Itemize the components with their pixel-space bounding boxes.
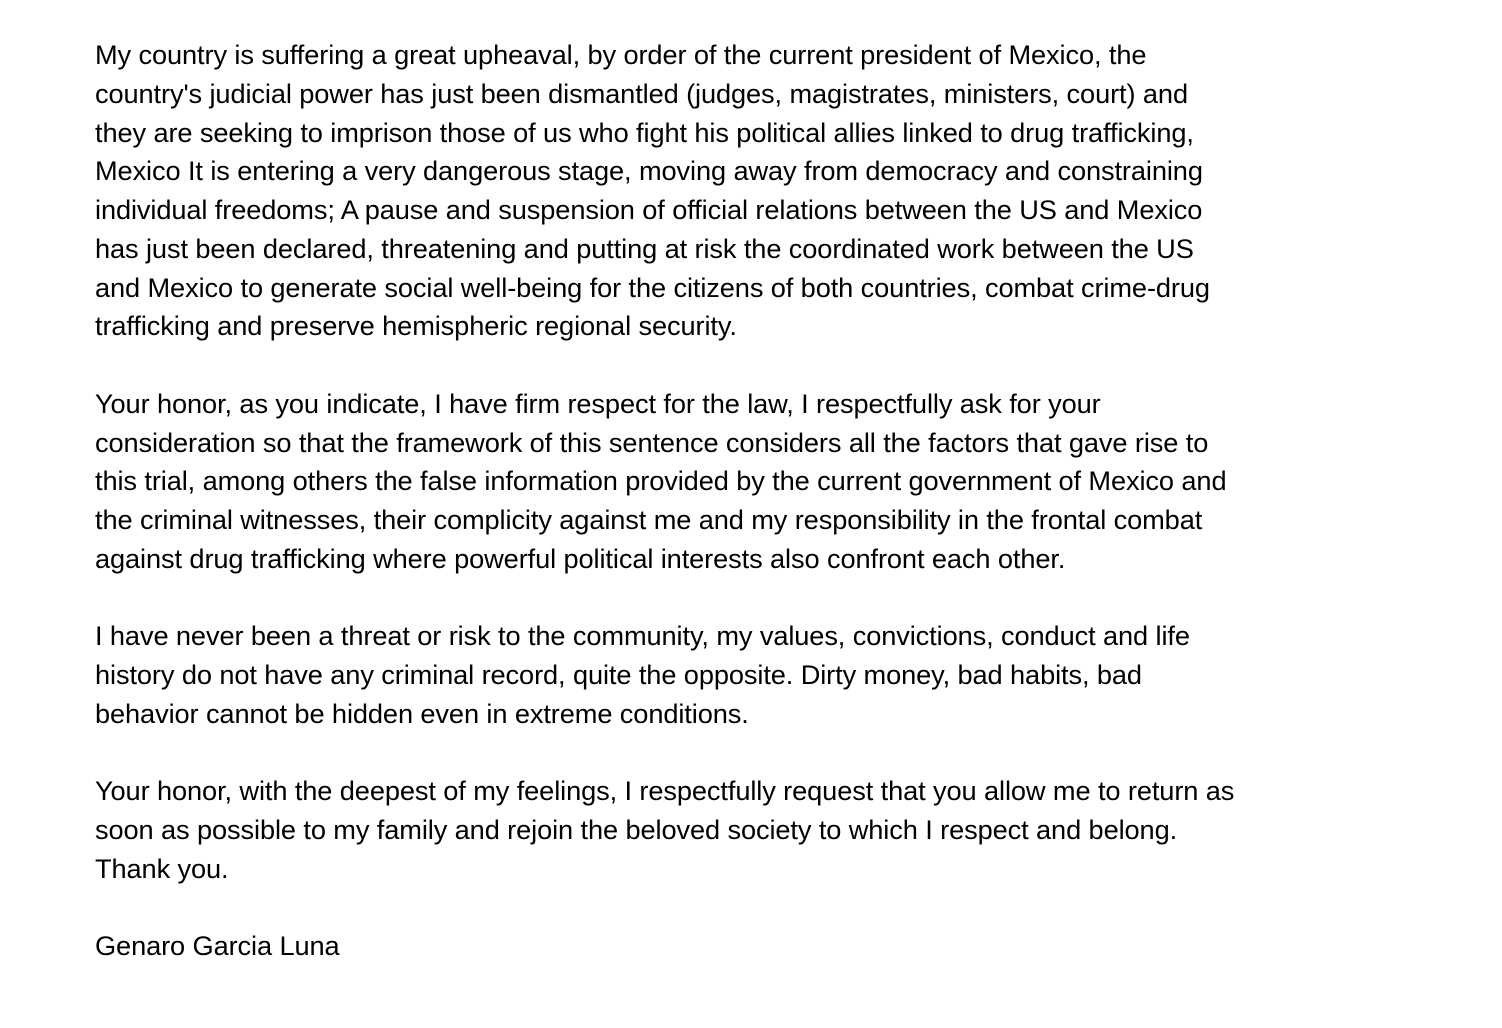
signature-name [95,927,1415,966]
text-line: this trial, among others the false information provided by the current government of Mexico and [95,465,1227,497]
text-line: trafficking and preserve hemispheric regional security. [95,310,737,342]
text-line: the criminal witnesses, their complicity against me and my responsibility in the frontal combat [95,504,1203,535]
text-line: soon as possible to my family and rejoin the beloved society to which I respect and belong. [95,814,1178,845]
text-line: has just been declared, threatening and putting at risk the coordinated work between the US [95,232,1194,264]
paragraph-consideration-request [95,385,1415,579]
text-line: country's judicial power has just been dismantled (judges, magistrates, ministers, court) and [95,77,1188,109]
paragraph-closing-request [95,772,1415,888]
text-line: I have never been a threat or risk to the community, my values, convictions, conduct and life [95,620,1190,652]
paragraph-character-statement [95,617,1415,733]
text-line: against drug trafficking where powerful political interests also confront each other. [95,542,1066,574]
text-line: Thank you. [95,852,229,884]
text-line: consideration so that the framework of this sentence considers all the factors that gave rise to [95,426,1209,458]
text-line: individual freedoms; A pause and suspension of official relations between the US and Mexico [95,194,1203,225]
letter-document [95,36,1415,966]
text-line: history do not have any criminal record, quite the opposite. Dirty money, bad habits, bad [95,659,1142,690]
text-line: they are seeking to imprison those of us who fight his political allies linked to drug trafficking, [95,116,1194,148]
text-line: Your honor, with the deepest of my feelings, I respectfully request that you allow me to return as [95,775,1235,807]
signature-text: Genaro Garcia Luna [95,930,340,962]
paragraph-mexico-situation [95,36,1415,346]
text-line: Mexico It is entering a very dangerous stage, moving away from democracy and constraining [95,155,1203,187]
text-line: and Mexico to generate social well-being for the citizens of both countries, combat crime-drug [95,271,1210,303]
text-line: behavior cannot be hidden even in extreme conditions. [95,697,749,729]
text-line: My country is suffering a great upheaval, by order of the current president of Mexico, the [95,39,1147,70]
text-line: Your honor, as you indicate, I have firm respect for the law, I respectfully ask for your [95,387,1101,419]
